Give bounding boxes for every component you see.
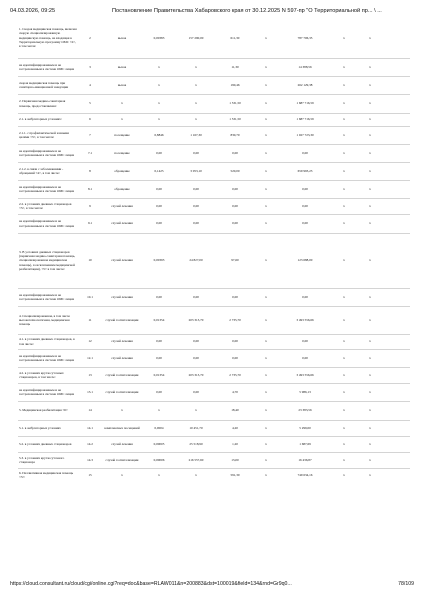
row-norm: х (142, 468, 176, 482)
row-cost: 157 290,00 (188, 35, 204, 40)
row-name: 3. В условиях дневных стационаров (первичная медико-санитарная помощь, специализированная медицинская помощь), за исключением медицинской реабилитации), <5> в том числе: (18, 233, 78, 288)
row-empty (384, 306, 410, 334)
row-empty (384, 334, 410, 349)
table-row (18, 420, 410, 436)
row-unit: посещение (102, 144, 142, 162)
row-per-capita: 611,30 (230, 35, 240, 40)
row-x-mark: х (356, 198, 384, 214)
row-x-mark: х (356, 367, 384, 383)
table-row (18, 58, 410, 76)
row-name: 5. Медицинская реабилитация <6> (18, 401, 78, 420)
row-unit: обращение (102, 162, 142, 180)
row-per-capita: 591,30 (216, 468, 254, 482)
row-norm: х (142, 58, 176, 76)
row-total: 0,00 (278, 349, 332, 367)
row-x-mark: х (332, 349, 356, 367)
row-per-capita: 830,70 (216, 126, 254, 144)
row-x-mark: х (356, 401, 384, 420)
row-empty (384, 367, 410, 383)
row-norm: х (142, 94, 176, 113)
row-x-mark: х (254, 113, 278, 126)
row-empty (384, 113, 410, 126)
row-name: не идентифицированным и не застрахованным в системе ОМС лицам (18, 214, 78, 233)
row-number: 13.1 (78, 383, 102, 401)
row-total: 0,00 (278, 214, 332, 233)
row-number: 15 (78, 468, 102, 482)
row-total: 5 986,13 (278, 383, 332, 401)
row-unit: случай госпитализации (102, 306, 142, 334)
table-row (18, 306, 410, 334)
row-unit: комплексных посещений (102, 420, 142, 436)
row-total: 0,00 (278, 334, 332, 349)
row-empty (384, 144, 410, 162)
table-row (18, 214, 410, 233)
row-x-mark: х (356, 468, 384, 482)
document-title: Постановление Правительства Хабаровского края от 30.12.2025 N 597-пр "О Территориальной пр... \ ... (112, 8, 382, 14)
row-empty (384, 58, 410, 76)
table-row (18, 233, 410, 288)
row-x-mark: х (332, 420, 356, 436)
row-unit: случай госпитализации (102, 367, 142, 383)
row-unit: случай госпитализации (102, 383, 142, 401)
row-cost: 0,00 (176, 288, 216, 306)
print-footer (0, 576, 424, 592)
row-x-mark: х (254, 76, 278, 94)
row-number: 11 (78, 306, 102, 334)
row-name: не идентифицированным и не застрахованным в системе ОМС лицам (18, 288, 78, 306)
row-empty (384, 214, 410, 233)
row-number: 9 (78, 198, 102, 214)
row-x-mark: х (332, 126, 356, 144)
row-x-mark: х (254, 383, 278, 401)
row-number: 8.1 (78, 180, 102, 198)
row-x-mark: х (356, 233, 384, 288)
row-unit: обращение (102, 180, 142, 198)
row-norm: 0,00393 (142, 233, 176, 288)
table-row (18, 367, 410, 383)
row-x-mark: х (332, 334, 356, 349)
row-total: 0,00 (278, 144, 332, 162)
row-cost: 1 167,30 (176, 126, 216, 144)
row-x-mark: х (356, 94, 384, 113)
row-per-capita: 0,00 (216, 349, 254, 367)
table-row (18, 349, 410, 367)
row-x-mark: х (356, 126, 384, 144)
row-cost: 0,00 (176, 334, 216, 349)
row-x-mark: х (356, 383, 384, 401)
row-x-mark: х (356, 306, 384, 334)
table-row (18, 288, 410, 306)
row-empty (384, 468, 410, 482)
row-unit: х (102, 401, 142, 420)
table-row (18, 468, 410, 482)
row-name: 2.2. в условиях дневных стационаров <5>, в том числе: (18, 198, 78, 214)
table-row (18, 126, 410, 144)
row-total: 749 634,16 (278, 468, 332, 482)
row-norm: 0,00 (142, 144, 176, 162)
row-norm: х (142, 76, 176, 94)
row-total: 0,00 (278, 288, 332, 306)
row-cost: 0,00 (176, 349, 216, 367)
row-cost: х (176, 76, 216, 94)
row-name: 2.1.2. в связи с заболеваниями - обращений <4>, в том числе: (18, 162, 78, 180)
row-x-mark: х (356, 349, 384, 367)
row-x-mark: х (254, 420, 278, 436)
row-x-mark: х (254, 452, 278, 468)
table-row (18, 162, 410, 180)
row-name: 4.1. в условиях дневных стационаров, в том числе: (18, 334, 78, 349)
row-number: 14.3 (78, 452, 102, 468)
row-x-mark: х (356, 214, 384, 233)
table-row (18, 113, 410, 126)
row-per-capita: 1 531,50 (216, 94, 254, 113)
row-per-capita: 4,70 (216, 383, 254, 401)
table-row (18, 436, 410, 452)
row-name: 2.1. в амбулаторных условиях: (18, 113, 78, 126)
row-norm: х (142, 401, 176, 420)
row-x-mark: х (254, 144, 278, 162)
row-per-capita: 97,60 (216, 233, 254, 288)
row-per-capita: 0,00 (216, 288, 254, 306)
row-cost: 0,00 (176, 198, 216, 214)
row-empty (384, 198, 410, 214)
row-number: 10 (78, 233, 102, 288)
row-unit: посещение (102, 126, 142, 144)
row-x-mark: х (332, 306, 356, 334)
row-total: 123 688,00 (278, 233, 332, 288)
table-row (18, 180, 410, 198)
row-cost: 0,00 (176, 180, 216, 198)
row-norm: 0,00 (142, 288, 176, 306)
row-number: 14.2 (78, 436, 102, 452)
row-norm: 0,0004 (142, 420, 176, 436)
row-number: 10.1 (78, 288, 102, 306)
row-total: 23 383,56 (278, 401, 332, 420)
row-x-mark: х (356, 288, 384, 306)
row-cost: 0,00 (176, 214, 216, 233)
row-unit: случай лечения (102, 334, 142, 349)
row-name: 5.1. в амбулаторных условиях (18, 420, 78, 436)
row-number: 7 (78, 126, 102, 144)
row-cost: 10 451,70 (176, 420, 216, 436)
row-unit: х (102, 113, 142, 126)
row-per-capita: 0,00 (216, 334, 254, 349)
row-x-mark: х (343, 35, 345, 40)
row-x-mark: х (332, 180, 356, 198)
row-x-mark: х (332, 76, 356, 94)
row-empty (384, 349, 410, 367)
row-cost: 203 313,70 (176, 367, 216, 383)
row-empty (384, 94, 410, 113)
row-total: 1 687,69 (278, 436, 332, 452)
row-empty (384, 233, 410, 288)
row-x-mark: х (254, 367, 278, 383)
row-cost: 0,00 (176, 383, 216, 401)
row-norm: 0,8846 (142, 126, 176, 144)
row-unit: х (102, 468, 142, 482)
row-x-mark: х (254, 126, 278, 144)
row-per-capita: 1 531,50 (216, 113, 254, 126)
row-unit: вызов (102, 76, 142, 94)
row-cost: х (176, 58, 216, 76)
row-name: не идентифицированным и не застрахованным в системе ОМС лицам (18, 383, 78, 401)
row-norm: 0,00 (142, 198, 176, 214)
row-unit: случай госпитализации (102, 452, 142, 468)
row-name: 2. Первичная медико-санитарная помощь, предоставляемая: (18, 94, 78, 113)
row-unit: случай лечения (102, 198, 142, 214)
row-number: 6 (78, 113, 102, 126)
row-x-mark: х (254, 94, 278, 113)
row-norm: 0,00 (142, 334, 176, 349)
row-number: 14 (78, 401, 102, 420)
row-x-mark: х (332, 58, 356, 76)
row-cost: 3 053,10 (176, 162, 216, 180)
row-x-mark: х (356, 113, 384, 126)
row-name: 6. Паллиативная медицинская помощь <5>: (18, 468, 78, 482)
row-norm: 0,00 (142, 214, 176, 233)
row-per-capita: 13,00 (216, 452, 254, 468)
row-x-mark: х (332, 401, 356, 420)
row-x-mark: х (254, 334, 278, 349)
row-name: не идентифицированным и не застрахованным в системе ОМС лицам (18, 144, 78, 162)
row-name: 5.3. в условиях круглосуточного стационара (18, 452, 78, 468)
row-norm: 0,01354 (142, 306, 176, 334)
row-name: скорая медицинская помощь при санитарно-авиационной эвакуации (18, 76, 78, 94)
row-unit: случай лечения (102, 349, 142, 367)
row-empty (384, 76, 410, 94)
row-total: 0,00 (278, 180, 332, 198)
row-norm: 0,00 (142, 180, 176, 198)
page-number: 78/109 (398, 581, 414, 587)
row-x-mark: х (265, 35, 267, 40)
row-cost: х (176, 468, 216, 482)
row-cost: 216 557,60 (176, 452, 216, 468)
row-empty (384, 162, 410, 180)
row-x-mark: х (356, 180, 384, 198)
row-cost: 25 518,90 (176, 436, 216, 452)
row-per-capita: 11,30 (216, 58, 254, 76)
print-timestamp: 04.03.2026, 09:25 (10, 8, 56, 14)
row-total: 14 388,56 (278, 58, 332, 76)
table-row (18, 334, 410, 349)
row-number: 12.1 (78, 349, 102, 367)
row-name: не идентифицированным и не застрахованным в системе ОМС лицам (18, 58, 78, 76)
row-x-mark: х (254, 58, 278, 76)
row-x-mark: х (254, 198, 278, 214)
row-total: 16 436,87 (278, 452, 332, 468)
row-x-mark: х (254, 162, 278, 180)
row-x-mark: х (254, 436, 278, 452)
table-row (18, 76, 410, 94)
row-x-mark: х (332, 436, 356, 452)
row-x-mark: х (332, 468, 356, 482)
row-x-mark: х (254, 306, 278, 334)
row-x-mark: х (356, 58, 384, 76)
row-x-mark: х (356, 420, 384, 436)
row-per-capita: 520,00 (216, 162, 254, 180)
row-unit: вызов (117, 35, 127, 40)
row-total: 0,00 (278, 198, 332, 214)
row-x-mark: х (356, 452, 384, 468)
row-number: 2 (89, 35, 91, 40)
table-row (18, 452, 410, 468)
table-row (18, 144, 410, 162)
row-x-mark: х (254, 349, 278, 367)
row-x-mark: х (332, 233, 356, 288)
row-number: 14.1 (78, 420, 102, 436)
row-norm: 0,00006 (142, 452, 176, 468)
row-x-mark: х (332, 383, 356, 401)
funding-table (18, 18, 410, 482)
row-norm: 0,01354 (142, 367, 176, 383)
row-x-mark: х (254, 288, 278, 306)
row-name: 4. Специализированная, в том числе высокотехнологичная, медицинская помощь (18, 306, 78, 334)
table-row (18, 198, 410, 214)
row-total: 787 706,35 (297, 35, 313, 40)
row-x-mark: х (332, 94, 356, 113)
row-empty (384, 452, 410, 468)
row-x-mark: х (254, 180, 278, 198)
row-cost: х (176, 94, 216, 113)
row-x-mark: х (254, 468, 278, 482)
row-empty (384, 18, 410, 58)
row-total: 262 129,38 (278, 76, 332, 94)
row-x-mark: х (356, 144, 384, 162)
row-number: 4 (78, 76, 102, 94)
row-per-capita: 18,40 (216, 401, 254, 420)
row-x-mark: х (356, 436, 384, 452)
row-number: 13 (78, 367, 102, 383)
row-per-capita: 0,00 (216, 214, 254, 233)
row-per-capita: 0,00 (216, 198, 254, 214)
row-unit: случай лечения (102, 436, 142, 452)
row-number: 12 (78, 334, 102, 349)
row-norm: 0,00383 (153, 35, 165, 40)
row-x-mark: х (254, 401, 278, 420)
row-x-mark: х (332, 288, 356, 306)
row-per-capita: 2 735,70 (216, 306, 254, 334)
row-number: 8 (78, 162, 102, 180)
row-norm: 0,00 (142, 349, 176, 367)
row-x-mark: х (356, 162, 384, 180)
row-x-mark: х (332, 367, 356, 383)
row-norm: 0,1425 (142, 162, 176, 180)
row-empty (384, 420, 410, 436)
row-number: 5 (78, 94, 102, 113)
page-url: https://cloud.consultant.ru/cloud/cgi/online.cgi?req=doc&base=RLAW011&n=200883&dst=100019&field=134&rnd=Gr9q0... (10, 581, 292, 587)
row-cost: х (176, 113, 216, 126)
row-unit: случай лечения (102, 288, 142, 306)
row-norm: х (142, 113, 176, 126)
row-per-capita: 0,00 (216, 144, 254, 162)
row-unit: случай лечения (102, 214, 142, 233)
row-x-mark: х (332, 162, 356, 180)
row-unit: случай лечения (102, 233, 142, 288)
row-name: 4.2. в условиях круглосуточных стационаров, в том числе: (18, 367, 78, 383)
row-total: 5 299,00 (278, 420, 332, 436)
row-name: 5.2. в условиях дневных стационаров (18, 436, 78, 452)
row-per-capita: 4,20 (216, 420, 254, 436)
row-cost: 203 313,70 (176, 306, 216, 334)
row-per-capita: 190,46 (216, 76, 254, 94)
row-cost: 24 827,00 (176, 233, 216, 288)
row-empty (384, 126, 410, 144)
row-total: 1 687 716,59 (278, 113, 332, 126)
table-row (18, 18, 410, 58)
row-x-mark: х (356, 76, 384, 94)
row-number: 3 (78, 58, 102, 76)
row-x-mark: х (254, 214, 278, 233)
row-empty (384, 401, 410, 420)
row-total: 3 493 556,66 (278, 306, 332, 334)
row-x-mark: х (332, 214, 356, 233)
table-row (18, 401, 410, 420)
row-empty (384, 383, 410, 401)
row-number: 7.1 (78, 144, 102, 162)
row-empty (384, 436, 410, 452)
row-per-capita: 0,00 (216, 180, 254, 198)
row-norm: 0,00 (142, 383, 176, 401)
row-x-mark: х (332, 452, 356, 468)
row-unit: х (102, 94, 142, 113)
row-total: 1 687 716,59 (278, 94, 332, 113)
row-norm: 0,00005 (142, 436, 176, 452)
row-x-mark: х (356, 334, 384, 349)
table-row (18, 383, 410, 401)
row-cost: х (176, 401, 216, 420)
row-empty (384, 180, 410, 198)
row-per-capita: 2 735,70 (216, 367, 254, 383)
row-name: 2.1.1. с профилактической и иными целями <3>, в том числе: (18, 126, 78, 144)
table-row (18, 94, 410, 113)
row-per-capita: 1,20 (216, 436, 254, 452)
row-number: 9.1 (78, 214, 102, 233)
row-x-mark: х (332, 113, 356, 126)
row-x-mark: х (332, 144, 356, 162)
row-x-mark: х (332, 198, 356, 214)
row-x-mark: х (254, 233, 278, 288)
row-name: не идентифицированным и не застрахованным в системе ОМС лицам (18, 180, 78, 198)
row-name: не идентифицированным и не застрахованным в системе ОМС лицам (18, 349, 78, 367)
row-x-mark: х (369, 35, 371, 40)
row-cost: 0,00 (176, 144, 216, 162)
row-total: 659 993,23 (278, 162, 332, 180)
row-total: 1 027 723,30 (278, 126, 332, 144)
row-total: 3 493 556,66 (278, 367, 332, 383)
row-unit: вызов (102, 58, 142, 76)
row-name: 1. Скорая медицинская помощь, включая скорую специализированную медицинскую помощь, не входящая в Территориальную программу ОМС <2>, в том числе: (19, 27, 77, 49)
row-empty (384, 288, 410, 306)
